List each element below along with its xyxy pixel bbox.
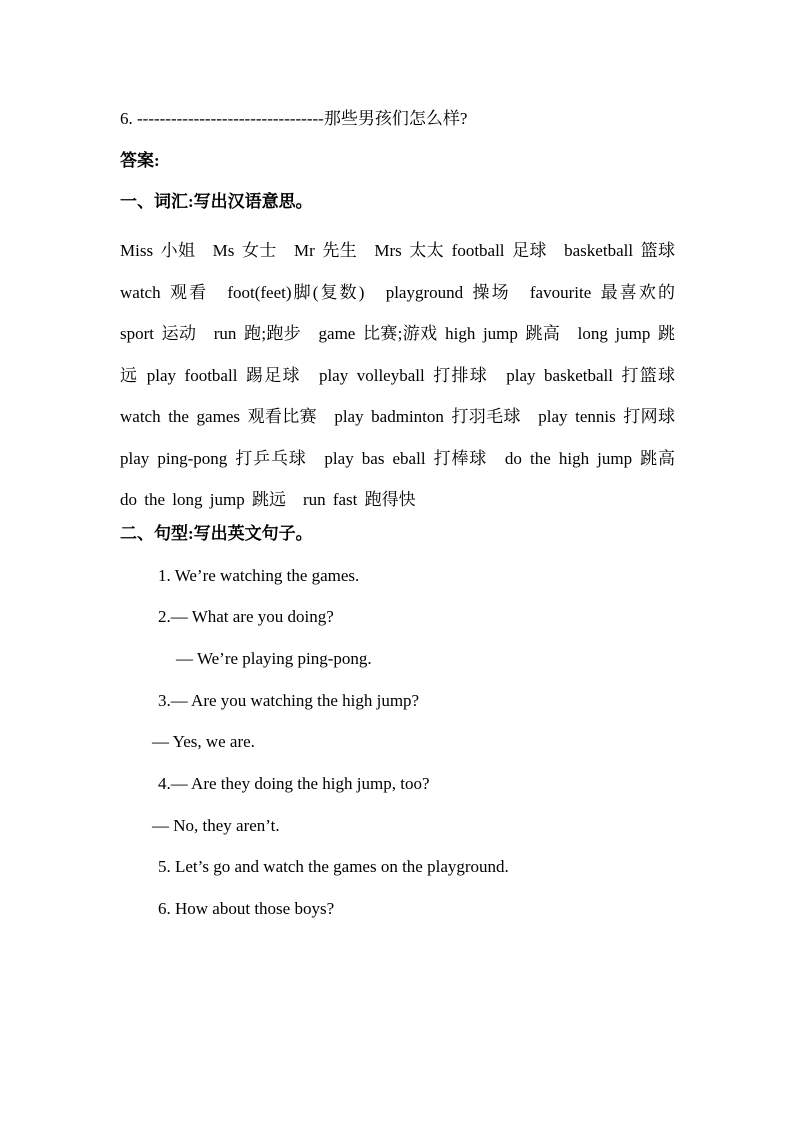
sentence-2-answer: — We’re playing ping-pong.	[176, 649, 372, 668]
sentence-3-answer: — Yes, we are.	[152, 732, 255, 751]
question-6: 6. ---------------------------------那些男孩们怎么样?	[120, 109, 468, 128]
sentence-3-question: 3.— Are you watching the high jump?	[158, 691, 420, 710]
sentence-1: 1. We’re watching the games.	[158, 566, 360, 585]
sentence-5: 5. Let’s go and watch the games on the playground.	[158, 857, 509, 876]
sentence-4-answer: — No, they aren’t.	[152, 816, 280, 835]
vocabulary-paragraph: Miss 小姐 Ms 女士 Mr 先生 Mrs 太太 football 足球 basketball 篮球 watch 观看 foot(feet)脚(复数) playground 操场 favourite 最喜欢的 sport 运动 run 跑;跑步 game 比赛;游戏 high jump 跳高 long jump 跳远 play football 踢足球 play volleyball 打排球 play basketball 打篮球 watch the games 观看比赛 play badminton 打羽毛球 play tennis 打网球 play ping-pong 打乒乓球 play bas eball 打棒球 do the high jump 跳高 do the long jump 跳远 run fast 跑得快	[120, 241, 692, 509]
answer-heading: 答案:	[120, 151, 160, 170]
sentence-2-question: 2.— What are you doing?	[158, 607, 334, 626]
sentence-4-question: 4.— Are they doing the high jump, too?	[158, 774, 430, 793]
section-2-heading: 二、句型:写出英文句子。	[120, 524, 313, 543]
sentence-6: 6. How about those boys?	[158, 899, 335, 918]
section-1-heading: 一、词汇:写出汉语意思。	[120, 192, 313, 211]
